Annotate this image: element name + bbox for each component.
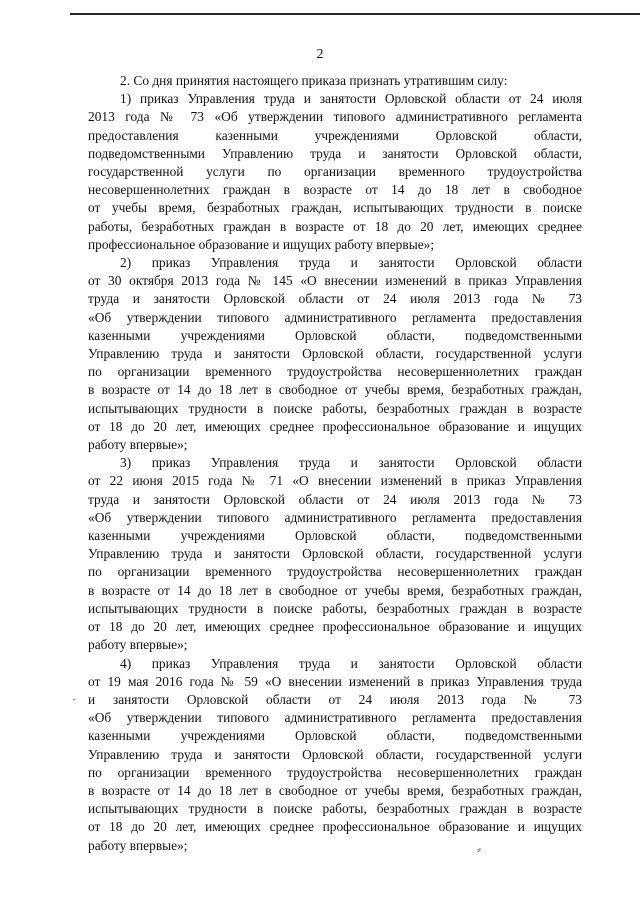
intro-paragraph: 2. Со дня принятия настоящего приказа признать утратившим силу: bbox=[120, 73, 508, 88]
list-item-line: и занятости Орловской области от 24 июля 2013 года № 73 bbox=[88, 691, 582, 707]
list-item-line: по организации временного трудоустройства несовершеннолетних граждан bbox=[88, 764, 582, 780]
list-item-line: предоставления казенными учреждениями Орловской области, bbox=[88, 127, 582, 143]
list-item-line: труда и занятости Орловской области от 24 июля 2013 года № 73 bbox=[88, 291, 582, 307]
list-item-line: 2013 года № 73 «Об утверждении типового административного регламента bbox=[88, 109, 582, 125]
list-item bbox=[88, 454, 582, 654]
list-item-line: профессиональное образование и ищущих работу впервые»; bbox=[88, 236, 435, 252]
list-item-line: 4) приказ Управления труда и занятости Орловской области bbox=[120, 655, 582, 671]
list-item bbox=[88, 254, 582, 454]
list-item-line: труда и занятости Орловской области от 24 июля 2013 года № 73 bbox=[88, 491, 582, 507]
list-item-line: от 30 октября 2013 года № 145 «О внесении изменений в приказ Управления bbox=[88, 273, 582, 289]
list-item-line: испытывающих трудности в поиске работы, безработных граждан в возрасте bbox=[88, 801, 582, 817]
list-item-line: казенными учреждениями Орловской области, подведомственными bbox=[88, 728, 582, 744]
list-item-line: 1) приказ Управления труда и занятости Орловской области от 24 июля bbox=[120, 91, 582, 107]
list-item-line: в возрасте от 14 до 18 лет в свободное от учебы время, безработных граждан, bbox=[88, 582, 582, 598]
list-item-line: подведомственными Управлению труда и занятости Орловской области, bbox=[88, 145, 582, 161]
list-item-line: от 19 мая 2016 года № 59 «О внесении изменений в приказ Управления труда bbox=[88, 673, 582, 689]
list-item-line: казенными учреждениями Орловской области, подведомственными bbox=[88, 327, 582, 343]
document-body bbox=[88, 72, 582, 855]
list-item-line: от 18 до 20 лет, имеющих среднее профессиональное образование и ищущих bbox=[88, 819, 582, 835]
list-item-line: работу впервые»; bbox=[88, 437, 188, 453]
list-item-line: Управлению труда и занятости Орловской области, государственной услуги bbox=[88, 546, 582, 562]
list-item-line: «Об утверждении типового административного регламента предоставления bbox=[88, 509, 582, 525]
list-item-line: работы, безработных граждан в возрасте от 18 до 20 лет, имеющих среднее bbox=[88, 218, 582, 234]
list-item-line: в возрасте от 14 до 18 лет в свободное от учебы время, безработных граждан, bbox=[88, 782, 582, 798]
list-item-line: от 18 до 20 лет, имеющих среднее профессиональное образование и ищущих bbox=[88, 418, 582, 434]
list-item-line: от учебы время, безработных граждан, испытывающих трудности в поиске bbox=[88, 200, 582, 216]
list-item-line: 3) приказ Управления труда и занятости Орловской области bbox=[120, 455, 582, 471]
list-item-line: государственной услуги по организации временного трудоустройства bbox=[88, 164, 582, 180]
list-item bbox=[88, 655, 582, 855]
list-item-line: в возрасте от 14 до 18 лет в свободное от учебы время, безработных граждан, bbox=[88, 382, 582, 398]
scan-speck: ⸗ bbox=[477, 842, 481, 856]
list-item-line: по организации временного трудоустройства несовершеннолетних граждан bbox=[88, 564, 582, 580]
list-item-line: Управлению труда и занятости Орловской области, государственной услуги bbox=[88, 346, 582, 362]
scan-speck: ˊ bbox=[72, 696, 76, 710]
list-item-line: работу впервые»; bbox=[88, 837, 188, 853]
list-item-line: 2) приказ Управления труда и занятости Орловской области bbox=[120, 255, 582, 271]
list-item-line: казенными учреждениями Орловской области, подведомственными bbox=[88, 528, 582, 544]
list-item-line: «Об утверждении типового административного регламента предоставления bbox=[88, 710, 582, 726]
page-number: 2 bbox=[316, 47, 324, 62]
list-item-line: испытывающих трудности в поиске работы, безработных граждан в возрасте bbox=[88, 600, 582, 616]
list-item-line: Управлению труда и занятости Орловской области, государственной услуги bbox=[88, 746, 582, 762]
list-item-line: испытывающих трудности в поиске работы, безработных граждан в возрасте bbox=[88, 400, 582, 416]
repealed-orders-list bbox=[88, 90, 582, 855]
list-item-line: работу впервые»; bbox=[88, 637, 188, 653]
list-item-line: несовершеннолетних граждан в возрасте от 14 до 18 лет в свободное bbox=[88, 182, 582, 198]
list-item-line: «Об утверждении типового административного регламента предоставления bbox=[88, 309, 582, 325]
list-item bbox=[88, 90, 582, 254]
list-item-line: от 22 июня 2015 года № 71 «О внесении изменений в приказ Управления bbox=[88, 473, 582, 489]
top-scan-rule bbox=[70, 13, 640, 15]
list-item-line: по организации временного трудоустройства несовершеннолетних граждан bbox=[88, 364, 582, 380]
list-item-line: от 18 до 20 лет, имеющих среднее профессиональное образование и ищущих bbox=[88, 619, 582, 635]
